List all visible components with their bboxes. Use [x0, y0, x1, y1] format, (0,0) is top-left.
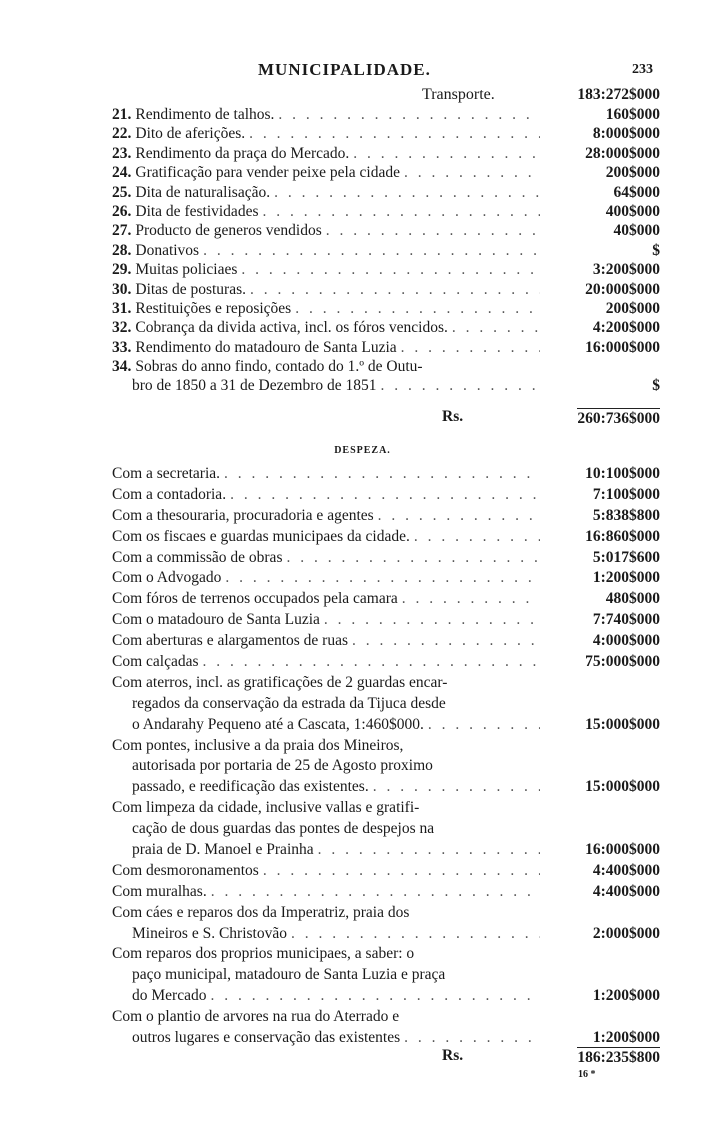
entry-description: passado, e reedificação das existentes. [132, 778, 369, 796]
entry-text [112, 183, 270, 202]
entry-amount: 75:000$000 [585, 653, 660, 671]
entry-number: 23. [112, 144, 132, 162]
entry-text [112, 318, 448, 337]
dot-leader [221, 568, 540, 589]
entry-amount: 4:200$000 [592, 319, 660, 337]
entry-amount: 480$000 [605, 590, 660, 608]
entry-text [112, 527, 410, 548]
entry-description: o Andarahy Pequeno até a Cascata, 1:460$000. [132, 715, 424, 733]
entry-description: regados da conservação da estrada da Tijuca desde [132, 694, 446, 712]
entry-line [112, 485, 660, 506]
entry-description: Gratificação para vender peixe pela cidade [135, 164, 401, 182]
entry-line [112, 202, 660, 221]
income-entry [112, 144, 660, 163]
entry-description: Restituições e reposições [135, 299, 292, 317]
entry-amount: 2:000$000 [592, 924, 660, 942]
expense-entry [112, 652, 660, 673]
expense-entry [112, 882, 660, 903]
entry-text [112, 548, 282, 569]
entry-text [112, 1007, 399, 1028]
entry-text [112, 105, 274, 124]
entry-text [112, 260, 237, 279]
entry-line [112, 163, 660, 182]
entry-line [112, 589, 660, 610]
entry-description: bro de 1850 a 31 de Dezembro de 1851 [132, 377, 377, 395]
dot-leader [448, 318, 540, 337]
entry-line [112, 944, 660, 965]
entry-text [132, 924, 287, 945]
entry-text [112, 944, 414, 965]
entry-description: Rendimento de talhos. [135, 106, 275, 123]
entry-amount: 16:000$000 [585, 841, 660, 859]
entry-text [112, 568, 221, 589]
expense-entry [112, 610, 660, 631]
section-heading-despeza: DESPEZA. [334, 445, 391, 456]
entry-description: praia de D. Manoel e Prainha [132, 841, 314, 859]
entry-amount: $ [652, 241, 660, 259]
entry-text [112, 221, 322, 240]
entry-description: Com a contadoria. [112, 485, 227, 503]
entry-text [132, 986, 206, 1007]
dot-leader [206, 986, 540, 1007]
income-total-amount: 260:736$000 [577, 410, 660, 427]
income-entry [112, 299, 660, 318]
entry-line [112, 986, 660, 1007]
dot-leader [397, 338, 540, 357]
entry-amount: 20:000$000 [585, 280, 660, 298]
entry-line [112, 376, 660, 395]
expense-total-amount: 186:235$800 [577, 1049, 660, 1066]
entry-amount: 1:200$000 [592, 569, 660, 587]
entry-line [112, 1028, 660, 1049]
entry-line [112, 652, 660, 673]
entry-number: 30. [112, 280, 132, 298]
entry-text [112, 798, 419, 819]
entry-line [112, 548, 660, 569]
entry-description: Com muralhas. [112, 882, 207, 900]
entry-amount: 5:838$800 [592, 506, 660, 524]
entry-description: Cobrança da divida activa, incl. os fóros vencidos. [135, 319, 448, 337]
entry-amount: 1:200$000 [592, 987, 660, 1005]
entry-number: 29. [112, 261, 132, 279]
dot-leader [287, 924, 540, 945]
entry-description: Com a thesouraria, procuradoria e agentes [112, 506, 374, 524]
dot-leader [291, 299, 540, 318]
expense-total-label: Rs. [442, 1047, 464, 1064]
dot-leader [400, 1028, 540, 1049]
entry-description: outros lugares e conservação das existentes [132, 1029, 401, 1047]
entry-line [112, 124, 660, 143]
entry-amount: 7:100$000 [592, 485, 660, 503]
entry-text [112, 673, 447, 694]
income-entry [112, 357, 660, 396]
entry-line [112, 105, 660, 124]
dot-leader [376, 376, 540, 395]
dot-leader [320, 610, 540, 631]
signature-mark: 16 * [578, 1069, 596, 1080]
entry-amount: 64$000 [613, 183, 660, 201]
entry-line [112, 798, 660, 819]
transport-amount: 183:272$000 [577, 86, 660, 103]
entry-line [112, 221, 660, 240]
entry-line [112, 527, 660, 548]
entry-line [112, 694, 660, 715]
entry-number: 33. [112, 338, 132, 356]
expense-entry [112, 1007, 660, 1049]
entry-amount: 4:400$000 [592, 882, 660, 900]
expense-entry [112, 798, 660, 861]
entry-text [112, 610, 320, 631]
entry-line [112, 241, 660, 260]
dot-leader [207, 882, 540, 903]
entry-text [112, 241, 199, 260]
entry-amount: 5:017$600 [592, 548, 660, 566]
entry-line [112, 631, 660, 652]
dot-leader [374, 506, 540, 527]
page-header [0, 60, 725, 84]
entry-description: Com limpeza da cidade, inclusive vallas e gratifi- [112, 799, 420, 817]
income-entry [112, 241, 660, 260]
entry-amount: 8:000$000 [592, 125, 660, 143]
entry-text [112, 506, 374, 527]
entry-line [112, 568, 660, 589]
income-entry [112, 221, 660, 240]
entry-text [132, 694, 446, 715]
income-entry [112, 163, 660, 182]
entry-text [112, 589, 398, 610]
income-entry [112, 183, 660, 202]
expense-entry [112, 673, 660, 736]
entry-text [112, 631, 348, 652]
entry-description: Muitas policiaes [135, 261, 238, 279]
entry-description: Com fóros de terrenos occupados pela camara [112, 590, 398, 608]
entry-line [112, 464, 660, 485]
income-entry [112, 318, 660, 337]
entry-description: Com o plantio de arvores na rua do Aterrado e [112, 1008, 400, 1026]
entry-text [112, 280, 246, 299]
income-entry [112, 105, 660, 124]
entry-description: Com os fiscaes e guardas municipaes da cidade. [112, 527, 410, 545]
entry-line [112, 882, 660, 903]
entry-description: do Mercado [132, 987, 207, 1005]
entry-line [112, 736, 660, 757]
entry-description: cação de dous guardas das pontes de despejos na [132, 820, 435, 838]
entry-text [132, 376, 376, 395]
entry-description: Com o Advogado [112, 569, 222, 587]
dot-leader [314, 840, 540, 861]
dot-leader [424, 715, 540, 736]
expense-list [112, 464, 660, 1049]
entry-line [112, 299, 660, 318]
entry-description: Com o matadouro de Santa Luzia [112, 611, 320, 629]
entry-line [112, 777, 660, 798]
page-number: 233 [632, 62, 653, 77]
entry-description: Rendimento da praça do Mercado. [135, 144, 350, 162]
entry-line [112, 506, 660, 527]
entry-number: 25. [112, 183, 132, 201]
entry-text [112, 485, 226, 506]
entry-text [112, 144, 349, 163]
entry-number: 21. [112, 106, 132, 123]
entry-line [112, 1007, 660, 1028]
entry-line [112, 357, 660, 376]
expense-entry [112, 944, 660, 1007]
entry-text [112, 861, 259, 882]
entry-description: Com a secretaria. [112, 465, 221, 482]
entry-description: Sobras do anno findo, contado do 1.º de Outu- [135, 358, 423, 376]
entry-text [132, 756, 433, 777]
dot-leader [237, 260, 540, 279]
dot-leader [220, 464, 540, 485]
dot-leader [349, 144, 540, 163]
income-entry [112, 202, 660, 221]
dot-leader [258, 202, 540, 221]
entry-line [112, 840, 660, 861]
entry-description: Ditas de posturas. [135, 280, 247, 298]
expense-entry [112, 464, 660, 485]
entry-line [112, 280, 660, 299]
entry-description: Com reparos dos proprios municipaes, a saber: o [112, 945, 415, 963]
entry-description: paço municipal, matadouro de Santa Luzia e praça [132, 966, 446, 984]
entry-text [132, 840, 314, 861]
entry-amount: 7:740$000 [592, 611, 660, 629]
dot-leader [322, 221, 540, 240]
entry-amount: 400$000 [605, 202, 660, 220]
entry-amount: 15:000$000 [585, 715, 660, 733]
dot-leader [282, 548, 540, 569]
entry-line [112, 715, 660, 736]
entry-description: Mineiros e S. Christovão [132, 924, 287, 942]
expense-entry [112, 861, 660, 882]
entry-amount: 4:000$000 [592, 632, 660, 650]
income-entry [112, 260, 660, 279]
expense-entry [112, 527, 660, 548]
dot-leader [369, 777, 540, 798]
entry-text [112, 124, 245, 143]
entry-amount: 1:200$000 [592, 1029, 660, 1047]
dot-leader [348, 631, 540, 652]
expense-entry [112, 903, 660, 945]
entry-line [112, 260, 660, 279]
entry-description: Com a commissão de obras [112, 548, 283, 566]
expense-entry [112, 736, 660, 799]
entry-amount: 16:860$000 [585, 527, 660, 545]
dot-leader [199, 652, 540, 673]
entry-description: Com calçadas [112, 653, 199, 671]
entry-line [112, 756, 660, 777]
entry-description: Dita de naturalisação. [135, 183, 271, 201]
entry-description: Com cáes e reparos dos da Imperatriz, praia dos [112, 903, 410, 921]
income-entry [112, 338, 660, 357]
entry-description: Donativos [135, 241, 200, 259]
entry-text [132, 777, 369, 798]
entry-text [112, 652, 199, 673]
entry-description: Dita de festividades [135, 202, 259, 220]
entry-description: Com pontes, inclusive a da praia dos Mineiros, [112, 736, 404, 754]
entry-line [112, 318, 660, 337]
transport-label: Transporte. [422, 86, 495, 103]
entry-line [112, 965, 660, 986]
entry-number: 34. [112, 358, 132, 376]
entry-number: 32. [112, 319, 132, 337]
entry-number: 26. [112, 202, 132, 220]
entry-amount: 15:000$000 [585, 778, 660, 796]
entry-description: Rendimento do matadouro de Santa Luzia [135, 338, 397, 356]
entry-line [112, 338, 660, 357]
expense-entry [112, 506, 660, 527]
income-list [112, 105, 660, 396]
expense-entry [112, 631, 660, 652]
dot-leader [199, 241, 540, 260]
income-total-label: Rs. [442, 408, 464, 425]
entry-description: Com desmoronamentos [112, 861, 259, 879]
entry-number: 24. [112, 164, 132, 182]
dot-leader [410, 527, 540, 548]
entry-text [132, 1028, 400, 1049]
dot-leader [274, 105, 540, 124]
entry-amount: 160$000 [605, 106, 660, 123]
entry-line [112, 924, 660, 945]
entry-amount: 40$000 [613, 222, 660, 240]
entry-description: Dito de aferições. [135, 125, 246, 143]
entry-text [112, 163, 400, 182]
entry-text [112, 202, 258, 221]
entry-amount: 3:200$000 [592, 261, 660, 279]
dot-leader [245, 124, 540, 143]
income-entry [112, 124, 660, 143]
dot-leader [246, 280, 540, 299]
entry-text [132, 715, 424, 736]
entry-line [112, 903, 660, 924]
entry-description: Producto de generos vendidos [135, 222, 322, 240]
entry-number: 27. [112, 222, 132, 240]
entry-description: Com aberturas e alargamentos de ruas [112, 632, 349, 650]
expense-entry [112, 589, 660, 610]
entry-text [112, 882, 207, 903]
entry-number: 22. [112, 125, 132, 143]
expense-entry [112, 548, 660, 569]
dot-leader [270, 183, 540, 202]
entry-text [132, 819, 434, 840]
entry-description: Com aterros, incl. as gratificações de 2 guardas encar- [112, 673, 448, 691]
running-title: MUNICIPALIDADE. [258, 60, 431, 79]
income-entry [112, 280, 660, 299]
entry-line [112, 183, 660, 202]
entry-amount: 10:100$000 [585, 465, 660, 482]
entry-number: 31. [112, 299, 132, 317]
entry-line [112, 144, 660, 163]
entry-amount: 4:400$000 [592, 861, 660, 879]
dot-leader [226, 485, 540, 506]
expense-entry [112, 485, 660, 506]
entry-text [112, 338, 397, 357]
expense-entry [112, 568, 660, 589]
entry-number: 28. [112, 241, 132, 259]
entry-text [112, 736, 403, 757]
entry-text [132, 965, 445, 986]
entry-line [112, 861, 660, 882]
entry-text [112, 464, 220, 485]
entry-text [112, 299, 291, 318]
entry-line [112, 673, 660, 694]
entry-line [112, 610, 660, 631]
entry-amount: 200$000 [605, 299, 660, 317]
entry-line [112, 819, 660, 840]
entry-amount: $ [652, 377, 660, 395]
dot-leader [400, 163, 540, 182]
dot-leader [398, 589, 540, 610]
entry-text [112, 903, 409, 924]
entry-amount: 200$000 [605, 164, 660, 182]
entry-text [112, 357, 423, 376]
dot-leader [259, 861, 540, 882]
entry-amount: 28:000$000 [585, 144, 660, 162]
entry-description: autorisada por portaria de 25 de Agosto proximo [132, 757, 433, 775]
entry-amount: 16:000$000 [585, 338, 660, 356]
